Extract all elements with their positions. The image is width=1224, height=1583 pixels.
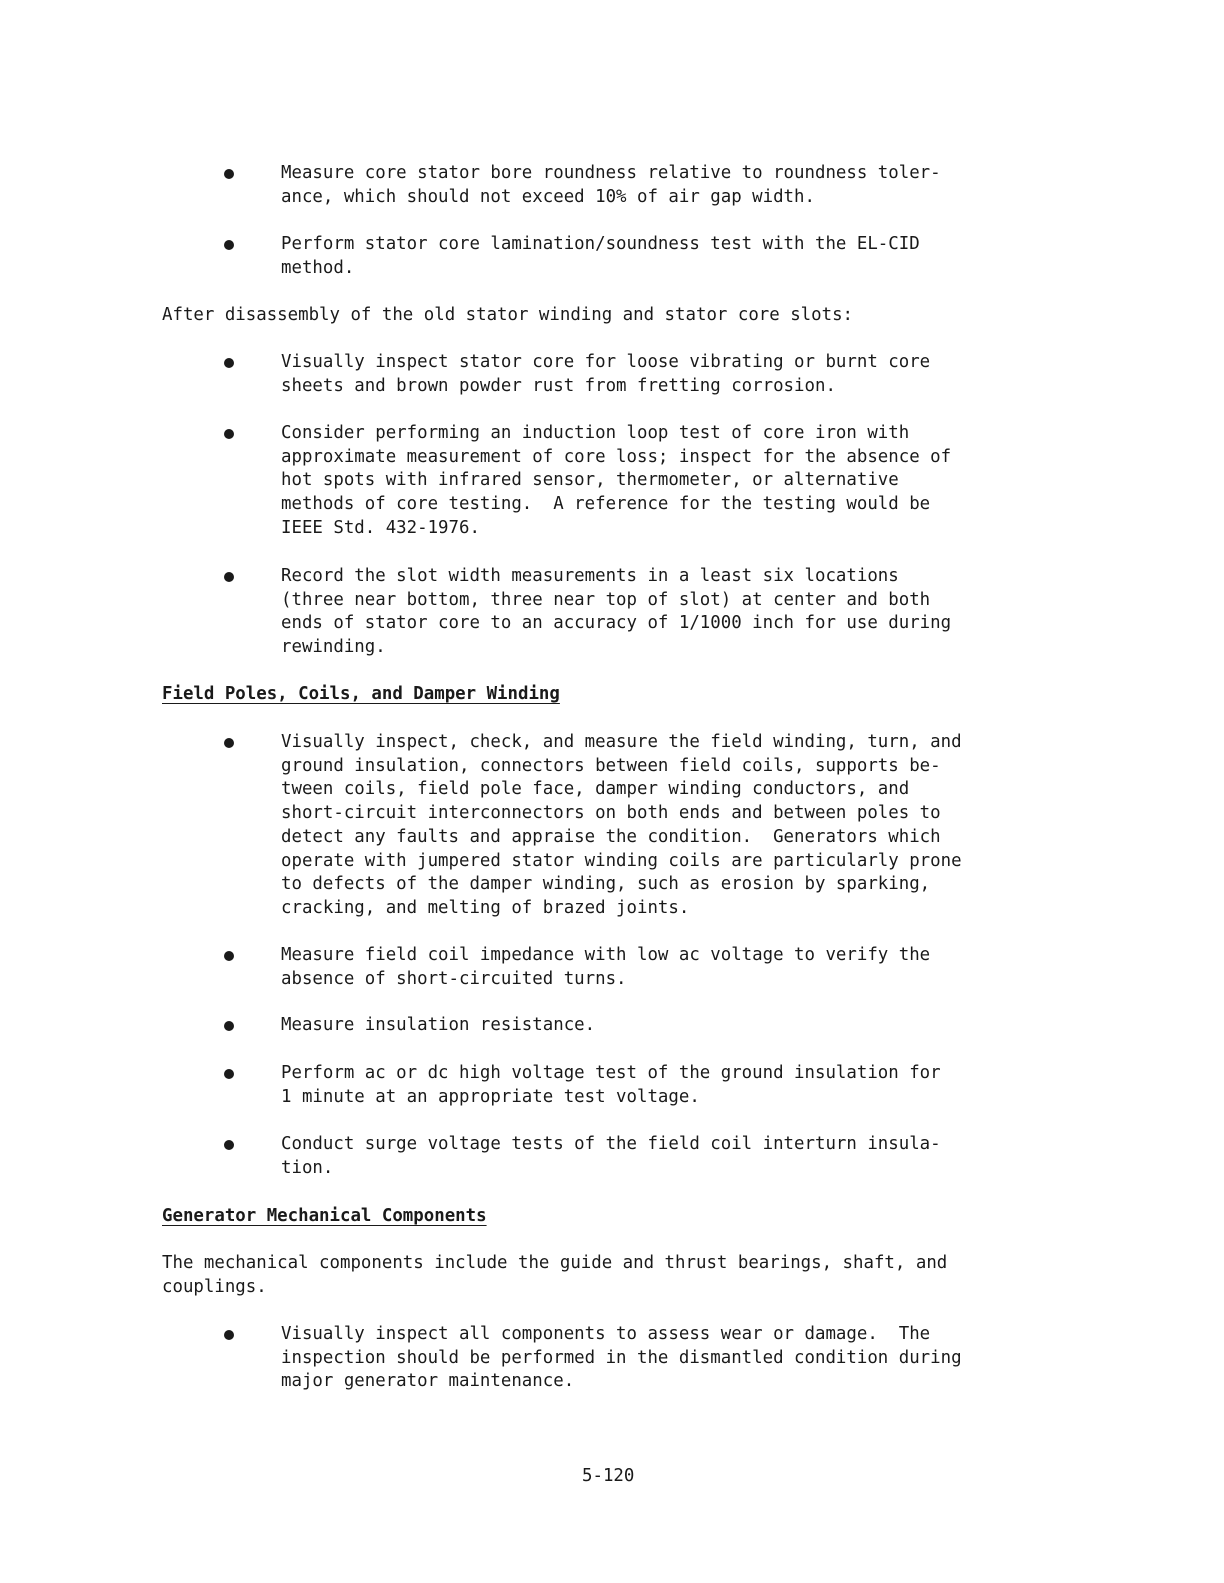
bullet-text-line: cracking, and melting of brazed joints.	[281, 897, 690, 918]
bullet-text-line: tion.	[281, 1157, 334, 1178]
page-number: 5-120	[582, 1466, 635, 1486]
bullet-text-line: IEEE Std. 432-1976.	[281, 517, 480, 538]
bullet-text-line: ance, which should not exceed 10% of air gap width.	[281, 186, 815, 207]
bullet-text-line: (three near bottom, three near top of slot) at center and both	[281, 589, 931, 610]
bullet-text-line: 1 minute at an appropriate test voltage.	[281, 1086, 700, 1107]
bullet-text-line: Visually inspect stator core for loose vibrating or burnt core	[281, 352, 931, 372]
bullet-text-line: method.	[281, 257, 355, 278]
bullet-text-line: sheets and brown powder rust from fretting corrosion.	[281, 375, 836, 396]
bullet-icon	[224, 169, 234, 179]
bullet-icon	[224, 1140, 234, 1150]
bullet-text-line: major generator maintenance.	[281, 1371, 575, 1392]
bullet-icon	[224, 572, 234, 582]
bullet-text-line: Perform ac or dc high voltage test of the ground insulation for	[281, 1063, 941, 1083]
bullet-icon	[224, 358, 234, 368]
bullet-text-line: operate with jumpered stator winding coils are particularly prone	[281, 850, 962, 871]
bullet-text-line: ground insulation, connectors between field coils, supports be-	[281, 755, 941, 776]
bullet-icon	[224, 429, 234, 439]
bullet-text-line: tween coils, field pole face, damper winding conductors, and	[281, 779, 910, 800]
bullet-text-line: ends of stator core to an accuracy of 1/1000 inch for use during	[281, 613, 952, 634]
bullet-text-line: Consider performing an induction loop test of core iron with	[281, 423, 910, 443]
bullet-text-line: absence of short-circuited turns.	[281, 968, 627, 989]
bullet-text-line: Record the slot width measurements in a least six locations	[281, 566, 899, 586]
bullet-text-line: Visually inspect all components to assess wear or damage. The	[281, 1324, 931, 1344]
bullet-text-line: approximate measurement of core loss; inspect for the absence of	[281, 446, 952, 467]
bullet-text-line: rewinding.	[281, 637, 386, 658]
bullet-text-line: detect any faults and appraise the condition. Generators which	[281, 826, 941, 847]
bullet-icon	[224, 1069, 234, 1079]
bullet-text-line: Visually inspect, check, and measure the field winding, turn, and	[281, 732, 962, 752]
bullet-icon	[224, 1021, 234, 1031]
paragraph-line: couplings.	[162, 1276, 267, 1297]
paragraph-line: The mechanical components include the guide and thrust bearings, shaft, and	[162, 1253, 948, 1273]
bullet-text-line: Measure insulation resistance.	[281, 1015, 596, 1035]
bullet-icon	[224, 738, 234, 748]
bullet-icon	[224, 951, 234, 961]
bullet-text-line: Measure field coil impedance with low ac voltage to verify the	[281, 945, 931, 965]
section-heading: Generator Mechanical Components	[162, 1206, 487, 1226]
bullet-text-line: short-circuit interconnectors on both ends and between poles to	[281, 803, 941, 824]
bullet-text-line: inspection should be performed in the dismantled condition during	[281, 1347, 962, 1368]
bullet-icon	[224, 240, 234, 250]
bullet-text-line: hot spots with infrared sensor, thermometer, or alternative	[281, 470, 899, 491]
bullet-text-line: to defects of the damper winding, such as erosion by sparking,	[281, 874, 931, 895]
bullet-text-line: Conduct surge voltage tests of the field coil interturn insula-	[281, 1134, 941, 1154]
bullet-icon	[224, 1330, 234, 1340]
section-heading: Field Poles, Coils, and Damper Winding	[162, 684, 560, 704]
bullet-text-line: Perform stator core lamination/soundness test with the EL-CID	[281, 234, 920, 254]
bullet-text-line: methods of core testing. A reference for the testing would be	[281, 494, 931, 515]
bullet-text-line: Measure core stator bore roundness relative to roundness toler-	[281, 163, 941, 183]
paragraph-line: After disassembly of the old stator winding and stator core slots:	[162, 305, 854, 325]
